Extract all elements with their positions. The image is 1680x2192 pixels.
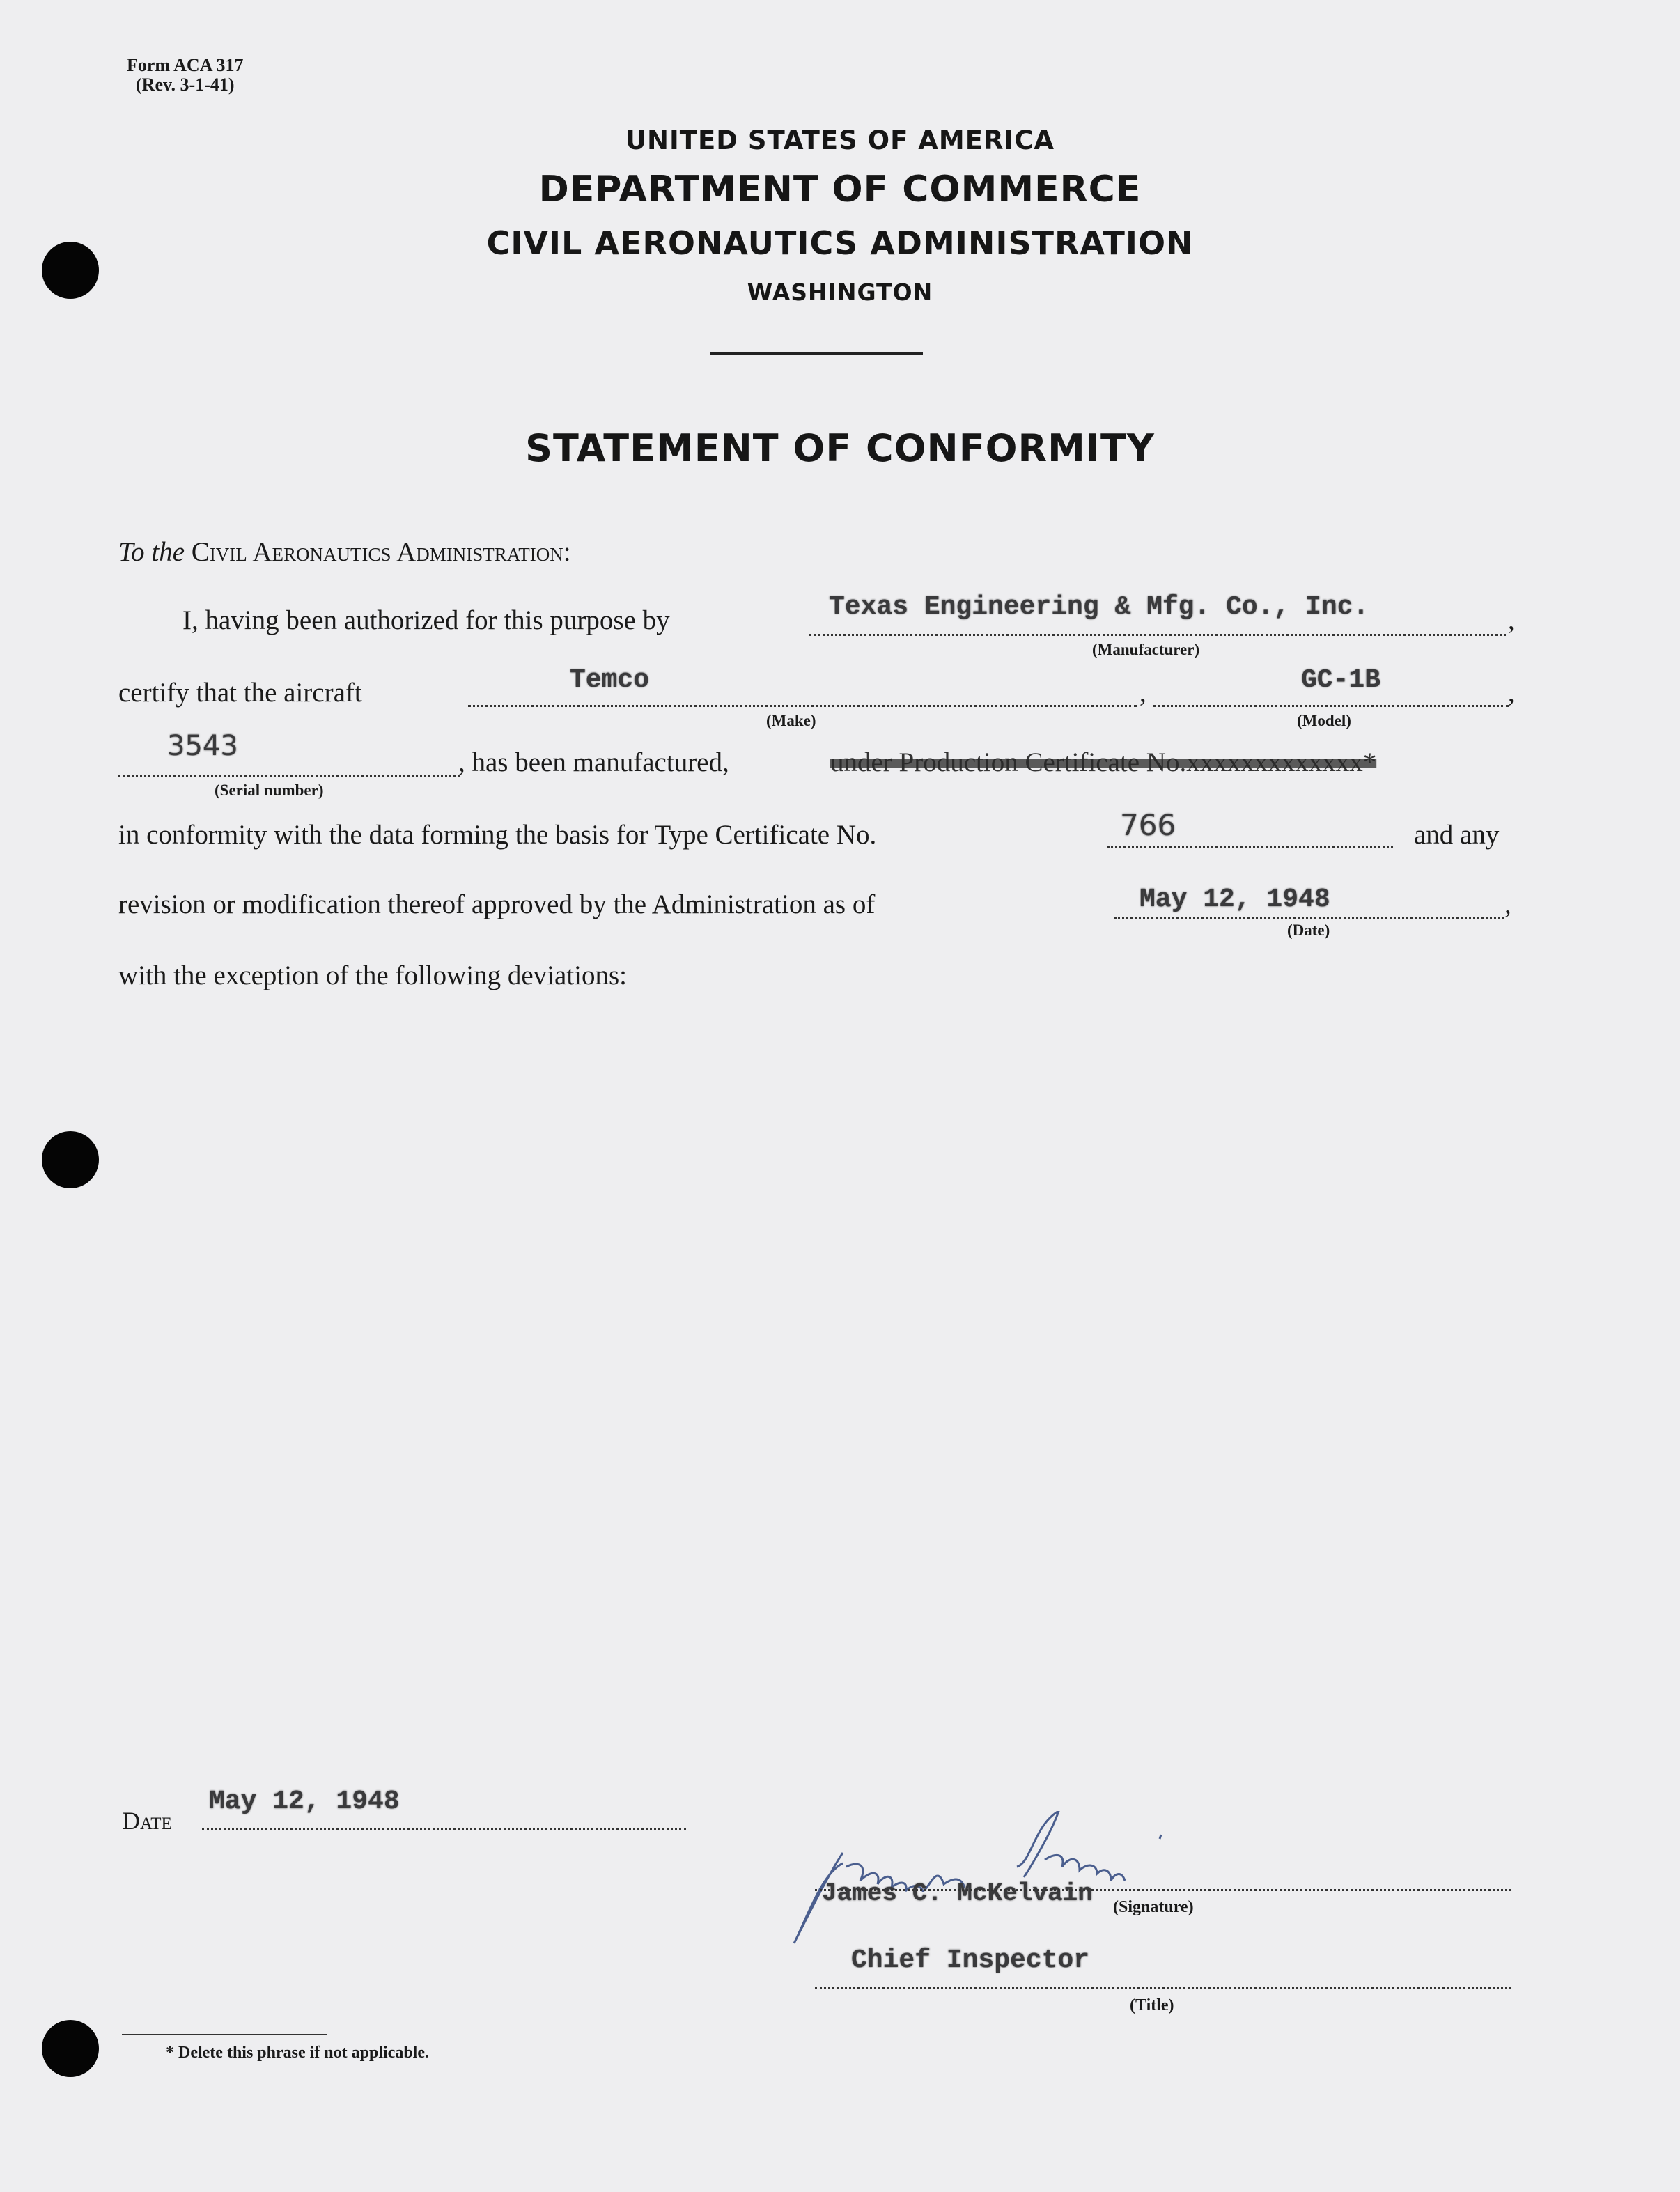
- salutation-addressee: Civil Aeronautics Administration: [191, 537, 563, 567]
- date-label: [122, 1806, 172, 1835]
- signature-caption: (Signature): [1113, 1898, 1194, 1916]
- approval-date-line: [1114, 917, 1504, 919]
- line2-text: certify that the aircraft: [118, 678, 362, 708]
- manufacturer-field[interactable]: Texas Engineering & Mfg. Co., Inc.: [829, 592, 1369, 622]
- make-caption: (Make): [766, 712, 816, 729]
- header-rule: [710, 352, 923, 355]
- line3-text: , has been manufactured,: [458, 747, 729, 777]
- header-country: UNITED STATES OF AMERICA: [625, 125, 1055, 155]
- type-cert-field[interactable]: 766: [1120, 808, 1176, 842]
- comma: ,: [1504, 889, 1511, 919]
- signer-name: James C. McKelvain: [822, 1879, 1093, 1908]
- serial-line: [118, 775, 460, 777]
- model-field[interactable]: GC-1B: [1301, 665, 1381, 695]
- date-field[interactable]: May 12, 1948: [209, 1787, 400, 1817]
- date-caption: (Date): [1287, 922, 1330, 939]
- line4-end: and any: [1414, 820, 1500, 850]
- form-number: Form ACA 317: [127, 55, 244, 75]
- manufacturer-caption: (Manufacturer): [1092, 641, 1200, 658]
- date-label-text: Date: [122, 1807, 172, 1835]
- punch-hole: [42, 2020, 99, 2077]
- manufacturer-line: [809, 634, 1506, 636]
- punch-hole: [42, 1131, 99, 1188]
- signature-line[interactable]: [815, 1889, 1511, 1891]
- model-caption: (Model): [1297, 712, 1351, 729]
- line4-text: in conformity with the data forming the basis for Type Certificate No.: [118, 820, 877, 850]
- form-number-block: [127, 56, 244, 95]
- title-field[interactable]: Chief Inspector: [851, 1945, 1090, 1975]
- line6-text: with the exception of the following deviations:: [118, 961, 628, 990]
- footnote-rule: [122, 2034, 327, 2035]
- salutation-colon: :: [563, 537, 571, 567]
- serial-field[interactable]: 3543: [167, 730, 238, 762]
- make-line: [468, 705, 1137, 707]
- salutation-prefix: To the: [118, 537, 185, 567]
- footnote: * Delete this phrase if not applicable.: [166, 2044, 429, 2062]
- serial-caption: (Serial number): [215, 782, 324, 799]
- header-city: WASHINGTON: [747, 279, 933, 306]
- make-field[interactable]: Temco: [570, 665, 650, 695]
- form-revision: (Rev. 3-1-41): [136, 75, 235, 95]
- type-cert-line: [1107, 846, 1393, 848]
- line1-text: I, having been authorized for this purpose by: [182, 605, 670, 635]
- title-line: [815, 1987, 1511, 1989]
- model-line: [1153, 705, 1509, 707]
- header-department: DEPARTMENT OF COMMERCE: [538, 169, 1142, 210]
- header-agency: CIVIL AERONAUTICS ADMINISTRATION: [486, 224, 1194, 262]
- title-caption: (Title): [1130, 1996, 1174, 2014]
- line5-text: revision or modification thereof approved by the Administration as of: [118, 889, 876, 919]
- comma: ,: [1508, 605, 1515, 635]
- document-title: STATEMENT OF CONFORMITY: [525, 426, 1155, 470]
- approval-date-field[interactable]: May 12, 1948: [1140, 885, 1330, 915]
- salutation: [118, 536, 571, 568]
- struck-production-certificate: under Production Certificate No.xxxxxxxxxxxxx*: [830, 747, 1377, 777]
- comma: ,: [1508, 678, 1515, 708]
- date-line: [202, 1828, 686, 1830]
- comma: ,: [1140, 678, 1146, 708]
